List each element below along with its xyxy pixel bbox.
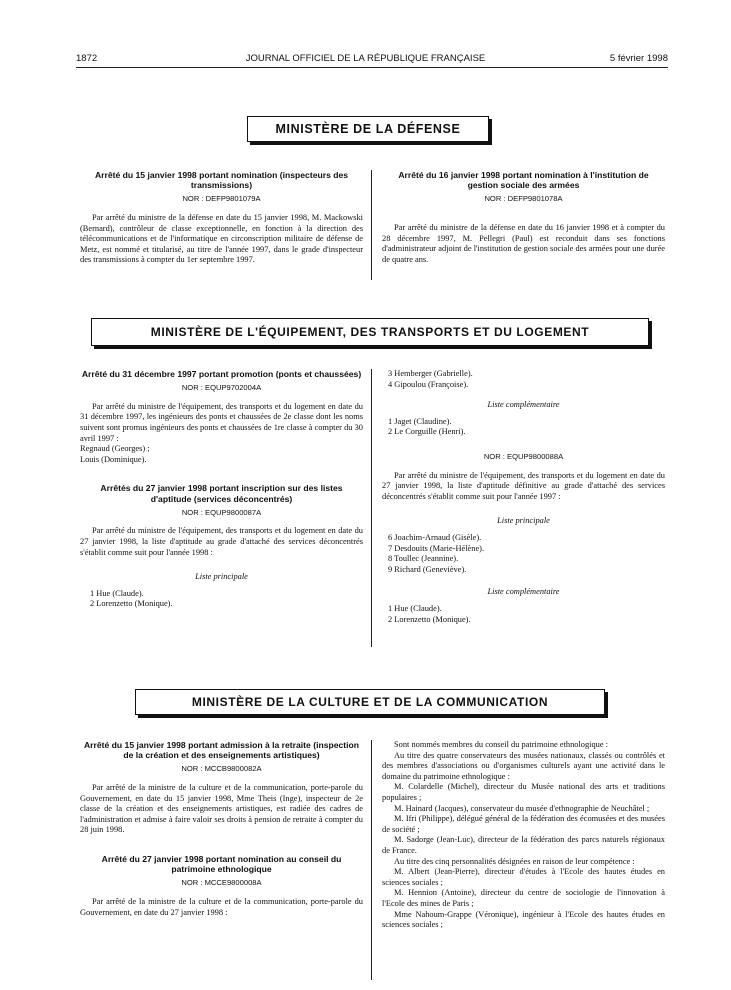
list-item: 8 Toullec (Jeannine).: [388, 554, 459, 564]
decrees-culture-left: [80, 740, 363, 918]
list-item: 1 Hue (Claude).: [90, 588, 144, 598]
decree-title: Arrêtés du 27 janvier 1998 portant inscription sur des listes d'aptitude (services déconcentrés): [100, 483, 343, 504]
decrees-equipement-right: [382, 369, 665, 625]
paragraph: M. Hennion (Antoine), directeur du centre de sociologie de l'innovation à l'Ecole des mines de Paris ;: [382, 888, 665, 908]
decree-title: Arrêté du 15 janvier 1998 portant admission à la retraite (inspection de la création et des enseignements artistiques): [83, 740, 360, 761]
paragraph: M. Hainard (Jacques), conservateur du musée d'ethnographie de Neuchâtel ;: [394, 803, 650, 813]
decree-defense-left: [80, 170, 363, 266]
decree-title: Arrêté du 31 décembre 1997 portant promotion (ponts et chaussées): [81, 369, 362, 379]
decree-body: Par arrêté du ministre de l'équipement, des transports et du logement en date du 31 décembre 1997, les ingénieurs des ponts et chaussées de 2e classe dont les noms suivent sont promus ingénieurs des ponts et chaussées de 1re classe à compter du 30 avril 1997 :: [80, 401, 363, 443]
decree-body: Par arrêté de la ministre de la culture et de la communication, porte-parole du Gouvernement, en date du 27 janvier 1998 :: [80, 896, 363, 917]
list-item: Regnaud (Georges) ;: [80, 444, 150, 454]
list-label: Liste principale: [497, 516, 550, 526]
paragraph: Sont nommés membres du conseil du patrimoine ethnologique :: [394, 740, 608, 749]
decrees-equipement-left: [80, 369, 363, 610]
list-item: 6 Joachim-Arnaud (Gisèle).: [388, 532, 482, 542]
list-item: 2 Lorenzetto (Monique).: [388, 614, 471, 624]
nor-reference: NOR : MCCB9800082A: [181, 764, 262, 774]
column-divider: [371, 170, 372, 280]
page-number: 1872: [76, 53, 98, 64]
paragraph: M. Ifri (Philippe), délégué général de la fédération des écomusées et des musées de société ;: [382, 814, 665, 834]
nor-reference: NOR : EQUP9702004A: [181, 383, 262, 393]
list-label: Liste complémentaire: [487, 400, 560, 410]
issue-date: 5 février 1998: [609, 53, 668, 64]
list-label: Liste complémentaire: [487, 587, 560, 597]
section-heading-culture: MINISTÈRE DE LA CULTURE ET DE LA COMMUNICATION: [135, 689, 605, 715]
decree-body: Par arrêté du ministre de la défense en date du 15 janvier 1998, M. Mackowski (Bernard), contrôleur de classe exceptionnelle, en fonction à la direction des télécommunications et de l'informatique en circonscription militaire de défense de Metz, est nommé et titularisé, au titre de l'année 1997, dans le grade d'inspecteur des transmissions à compter du 1er septembre 1997.: [80, 213, 363, 265]
decree-title: Arrêté du 16 janvier 1998 portant nomination à l'institution de gestion sociale des armées: [398, 170, 649, 191]
nor-reference: NOR : MCCE9800008A: [181, 878, 262, 888]
section-heading-equipement: MINISTÈRE DE L'ÉQUIPEMENT, DES TRANSPORTS ET DU LOGEMENT: [91, 318, 649, 346]
nor-reference: NOR : DEFP9801079A: [182, 194, 261, 204]
list-item: 1 Jaget (Claudine).: [388, 416, 452, 426]
decree-body: Par arrêté du ministre de l'équipement, des transports et du logement en date du 27 janvier 1998, la liste d'aptitude définitive au grade d'attaché des services déconcentrés s'établit comme suit pour l'année 1997 :: [382, 470, 665, 501]
list-item: 7 Desdouits (Marie-Hélène).: [388, 543, 485, 553]
list-item: Louis (Dominique).: [80, 454, 147, 464]
list-label: Liste principale: [195, 572, 248, 582]
list-item: 4 Gipoulou (Françoise).: [388, 379, 469, 389]
decree-culture-right: [382, 740, 665, 931]
journal-title: JOURNAL OFFICIEL DE LA RÉPUBLIQUE FRANÇAISE: [245, 53, 486, 64]
decree-body: Par arrêté de la ministre de la culture et de la communication, porte-parole du Gouvernement, en date du 15 janvier 1998, Mme Theis (Inge), inspecteur de 2e classe de la création et des enseignements artistiques, est radiée des cadres de l'administration et admise à faire valoir ses droits à pension de retraite à compter du 28 juin 1998.: [80, 783, 363, 835]
paragraph: M. Albert (Jean-Pierre), directeur d'études à l'Ecole des hautes études en sciences sociales ;: [382, 867, 665, 887]
list-item: 3 Hemberger (Gabrielle).: [388, 369, 473, 378]
section-heading-defense: MINISTÈRE DE LA DÉFENSE: [247, 116, 489, 142]
nor-reference: NOR : DEFP9801078A: [484, 194, 563, 204]
list-item: 2 Le Corguille (Henri).: [388, 427, 466, 437]
decree-defense-right: [382, 170, 665, 265]
list-item: 9 Richard (Geneviève).: [388, 564, 467, 574]
decree-title: Arrêté du 15 janvier 1998 portant nomination (inspecteurs des transmissions): [94, 170, 349, 191]
paragraph: M. Colardelle (Michel), directeur du Musée national des arts et traditions populaires ;: [382, 782, 665, 802]
paragraph: Mme Nahoum-Grappe (Véronique), ingénieur à l'Ecole des hautes études en sciences sociales ;: [382, 909, 665, 930]
column-divider: [371, 740, 372, 980]
paragraph: Au titre des quatre conservateurs des musées nationaux, classés ou contrôlés et des membres d'associations ou d'organismes culturels ayant une activité dans le domaine du patrimoine ethnologique :: [382, 750, 665, 781]
paragraph: M. Sadorge (Jean-Luc), directeur de la fédération des parcs naturels régionaux de France.: [382, 835, 665, 855]
decree-title: Arrêté du 27 janvier 1998 portant nomination au conseil du patrimoine ethnologique: [101, 853, 342, 875]
decree-body: Par arrêté du ministre de la défense en date du 16 janvier 1998 et à compter du 28 décembre 1997, M. Pellegri (Paul) est reconduit dans ses fonctions d'administrateur adjoint de l'institution de gestion sociale des armées pour une durée de quatre ans.: [382, 223, 665, 264]
nor-reference: NOR : EQUP9800087A: [181, 507, 262, 517]
decree-body: Par arrêté du ministre de l'équipement, des transports et du logement en date du 27 janvier 1998, la liste d'aptitude au grade d'attaché des services déconcentrés s'établit comme suit pour l'année 1998 :: [80, 526, 363, 557]
column-divider: [371, 369, 372, 647]
nor-reference: NOR : EQUP9800088A: [483, 451, 564, 461]
paragraph: Au titre des cinq personnalités désignées en raison de leur compétence :: [394, 856, 635, 866]
header-rule: [76, 67, 668, 68]
list-item: 1 Hue (Claude).: [388, 603, 442, 613]
list-item: 2 Lorenzetto (Monique).: [90, 599, 173, 609]
